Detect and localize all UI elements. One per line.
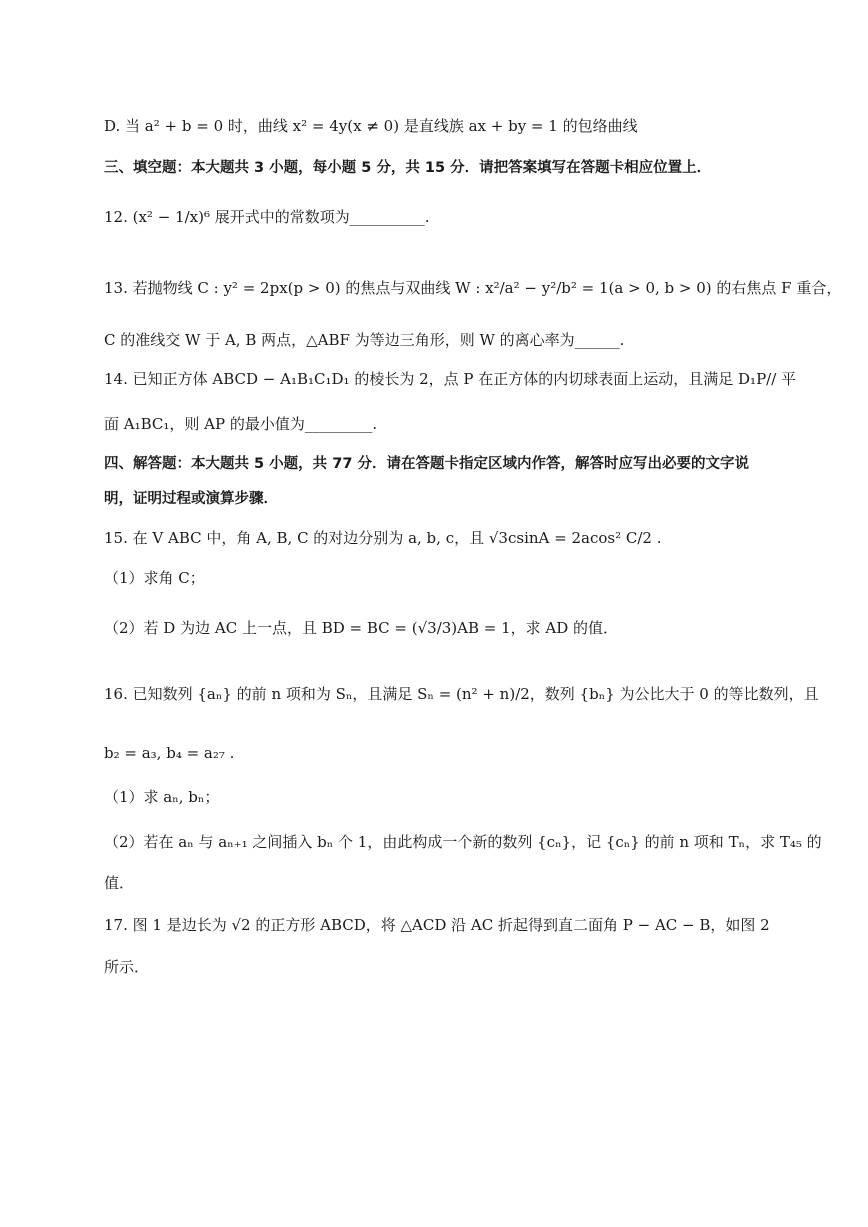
section-heading-fill-in: 三、填空题：本大题共 3 小题，每小题 5 分，共 15 分．请把答案填写在答题卡相应位置上． [104, 160, 712, 176]
question-16-part-2: （2）若在 aₙ 与 aₙ₊₁ 之间插入 bₙ 个 1，由此构成一个新的数列 {cₙ}，记 {cₙ} 的前 n 项和 Tₙ，求 T₄₅ 的 [104, 833, 822, 851]
question-16-line-1: 16. 已知数列 {aₙ} 的前 n 项和为 Sₙ，且满足 Sₙ = (n² + n)/2，数列 {bₙ} 为公比大于 0 的等比数列，且 [104, 685, 819, 703]
question-12: 12. (x² − 1/x)⁶ 展开式中的常数项为__________. [104, 208, 430, 226]
section-heading-solve-line-1: 四、解答题：本大题共 5 小题，共 77 分．请在答题卡指定区域内作答，解答时应写出必要的文字说 [104, 456, 749, 472]
question-14-line-1: 14. 已知正方体 ABCD − A₁B₁C₁D₁ 的棱长为 2，点 P 在正方体的内切球表面上运动，且满足 D₁P// 平 [104, 370, 797, 388]
question-15-part-2: （2）若 D 为边 AC 上一点，且 BD = BC = (√3/3)AB = 1，求 AD 的值． [104, 619, 619, 637]
question-16-part-1: （1）求 aₙ, bₙ； [104, 788, 220, 806]
question-17-line-2: 所示． [104, 958, 150, 976]
question-13-line-1: 13. 若抛物线 C : y² = 2px(p > 0) 的焦点与双曲线 W : x²/a² − y²/b² = 1(a > 0, b > 0) 的右焦点 F 重合， [104, 279, 842, 297]
question-14-line-2: 面 A₁BC₁，则 AP 的最小值为_________. [104, 415, 378, 433]
question-13-line-2: C 的准线交 W 于 A, B 两点，△ABF 为等边三角形，则 W 的离心率为______. [104, 331, 625, 349]
question-15: 15. 在 V ABC 中，角 A, B, C 的对边分别为 a, b, c，且 √3csinA = 2acos² C/2 . [104, 529, 662, 547]
option-d: D. 当 a² + b = 0 时，曲线 x² = 4y(x ≠ 0) 是直线族 ax + by = 1 的包络曲线 [104, 117, 638, 135]
question-17-line-1: 17. 图 1 是边长为 √2 的正方形 ABCD，将 △ACD 沿 AC 折起得到直二面角 P − AC − B，如图 2 [104, 916, 770, 934]
question-16-part-2-cont: 值． [104, 874, 135, 892]
question-15-part-1: （1）求角 C； [104, 569, 205, 587]
question-16-line-2: b₂ = a₃, b₄ = a₂₇ . [104, 744, 235, 762]
section-heading-solve-line-2: 明，证明过程或演算步骤． [104, 491, 278, 507]
